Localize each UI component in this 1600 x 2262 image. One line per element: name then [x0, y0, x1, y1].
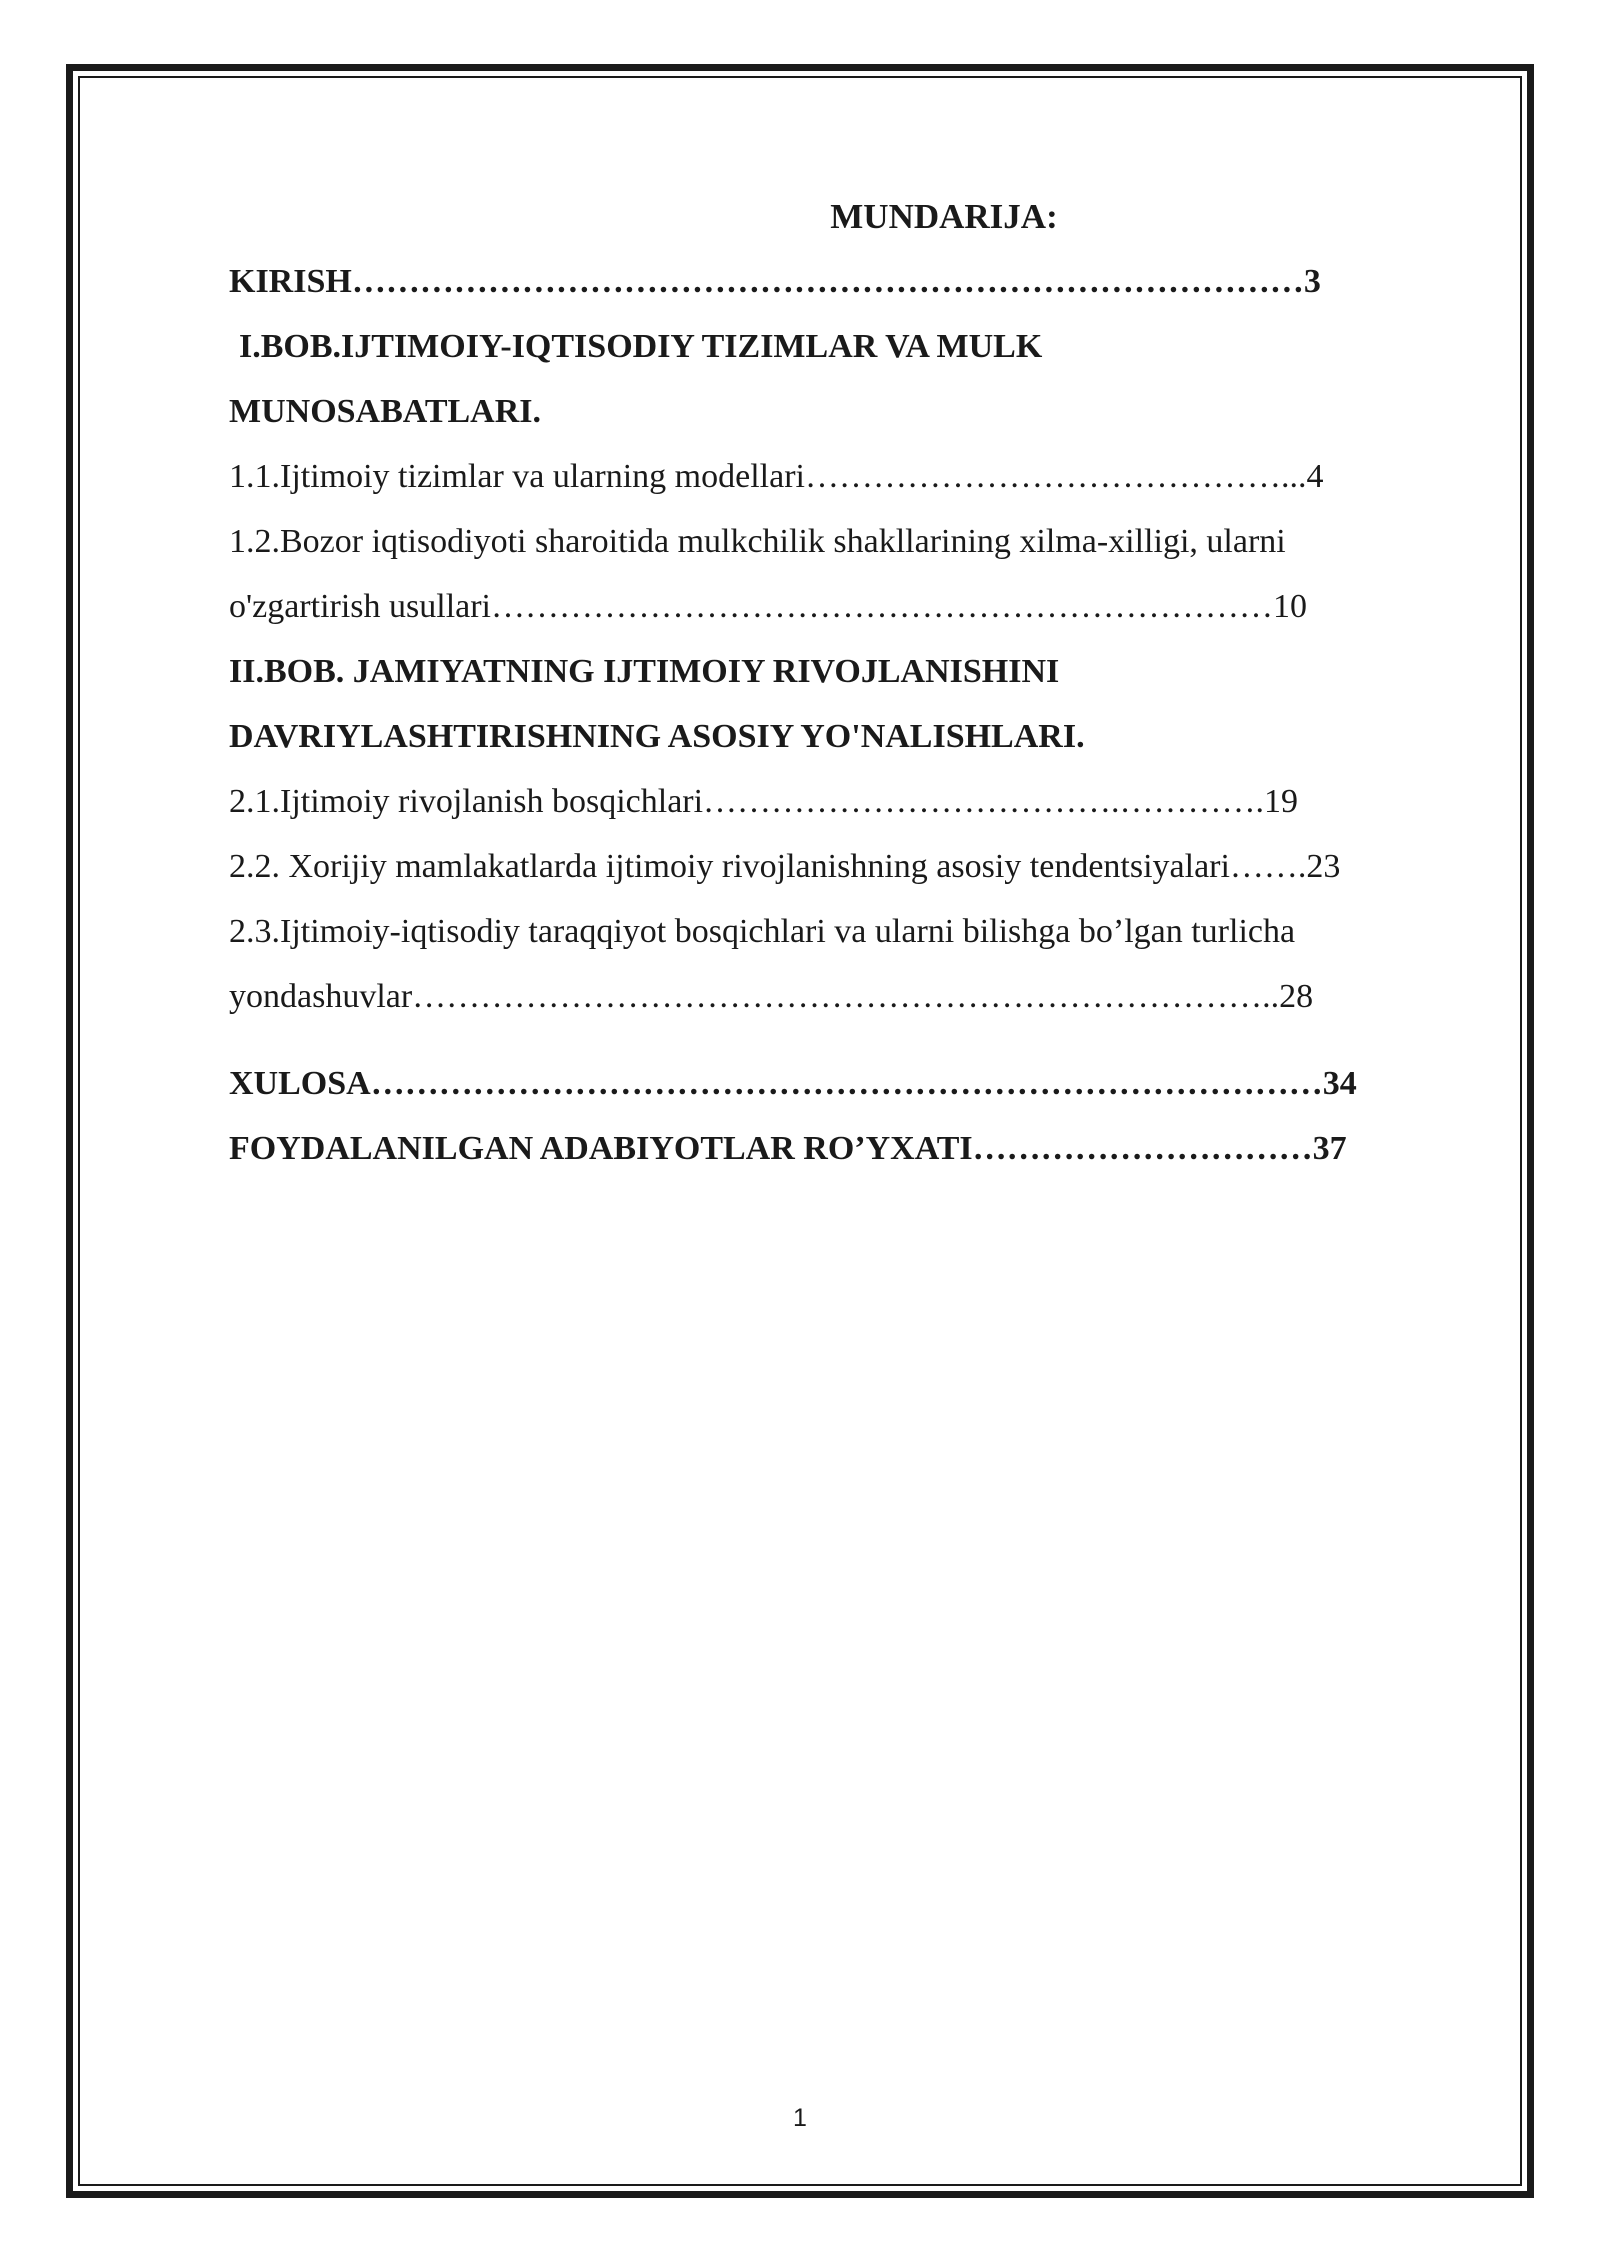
toc-chapter-1-title-continued: MUNOSABATLARI.: [229, 393, 542, 430]
toc-chapter-2-title: II.BOB. JAMIYATNING IJTIMOIY RIVOJLANISHINI: [229, 653, 1060, 690]
toc-entry-1-2: 1.2.Bozor iqtisodiyoti sharoitida mulkchilik shakllarining xilma-xilligi, ularni: [229, 523, 1286, 560]
toc-entry-1-1: 1.1.Ijtimoiy tizimlar va ularning modellari……………………………………...4: [229, 458, 1324, 495]
toc-entry-kirish: KIRISH…………………………………………………………………………3: [229, 263, 1321, 300]
toc-entry-1-2-continued: o'zgartirish usullari……………………………………………………………10: [229, 588, 1308, 625]
toc-chapter-2-title-continued: DAVRIYLASHTIRISHNING ASOSIY YO'NALISHLARI.: [229, 718, 1085, 755]
toc-entry-2-3: 2.3.Ijtimoiy-iqtisodiy taraqqiyot bosqichlari va ularni bilishga bo’lgan turlicha: [229, 913, 1296, 950]
toc-entry-2-1: 2.1.Ijtimoiy rivojlanish bosqichlari……………………………….………….19: [229, 783, 1299, 820]
toc-chapter-1-title: I.BOB.IJTIMOIY-IQTISODIY TIZIMLAR VA MULK: [239, 328, 1043, 365]
toc-title: MUNDARIJA:: [830, 197, 1058, 236]
toc-entry-adabiyotlar: FOYDALANILGAN ADABIYOTLAR RO’YXATI…………………………37: [229, 1130, 1347, 1167]
toc-entry-2-2: 2.2. Xorijiy mamlakatlarda ijtimoiy rivojlanishning asosiy tendentsiyalari…….23: [229, 848, 1341, 885]
spacer: [229, 1029, 1489, 1051]
toc-entry-xulosa: XULOSA…………………………………………………………………………34: [229, 1065, 1357, 1102]
page-number: 1: [793, 2104, 807, 2132]
toc-entry-2-3-continued: yondashuvlar…………………………………………………………………..28: [229, 978, 1314, 1015]
table-of-contents: [229, 184, 1489, 1181]
